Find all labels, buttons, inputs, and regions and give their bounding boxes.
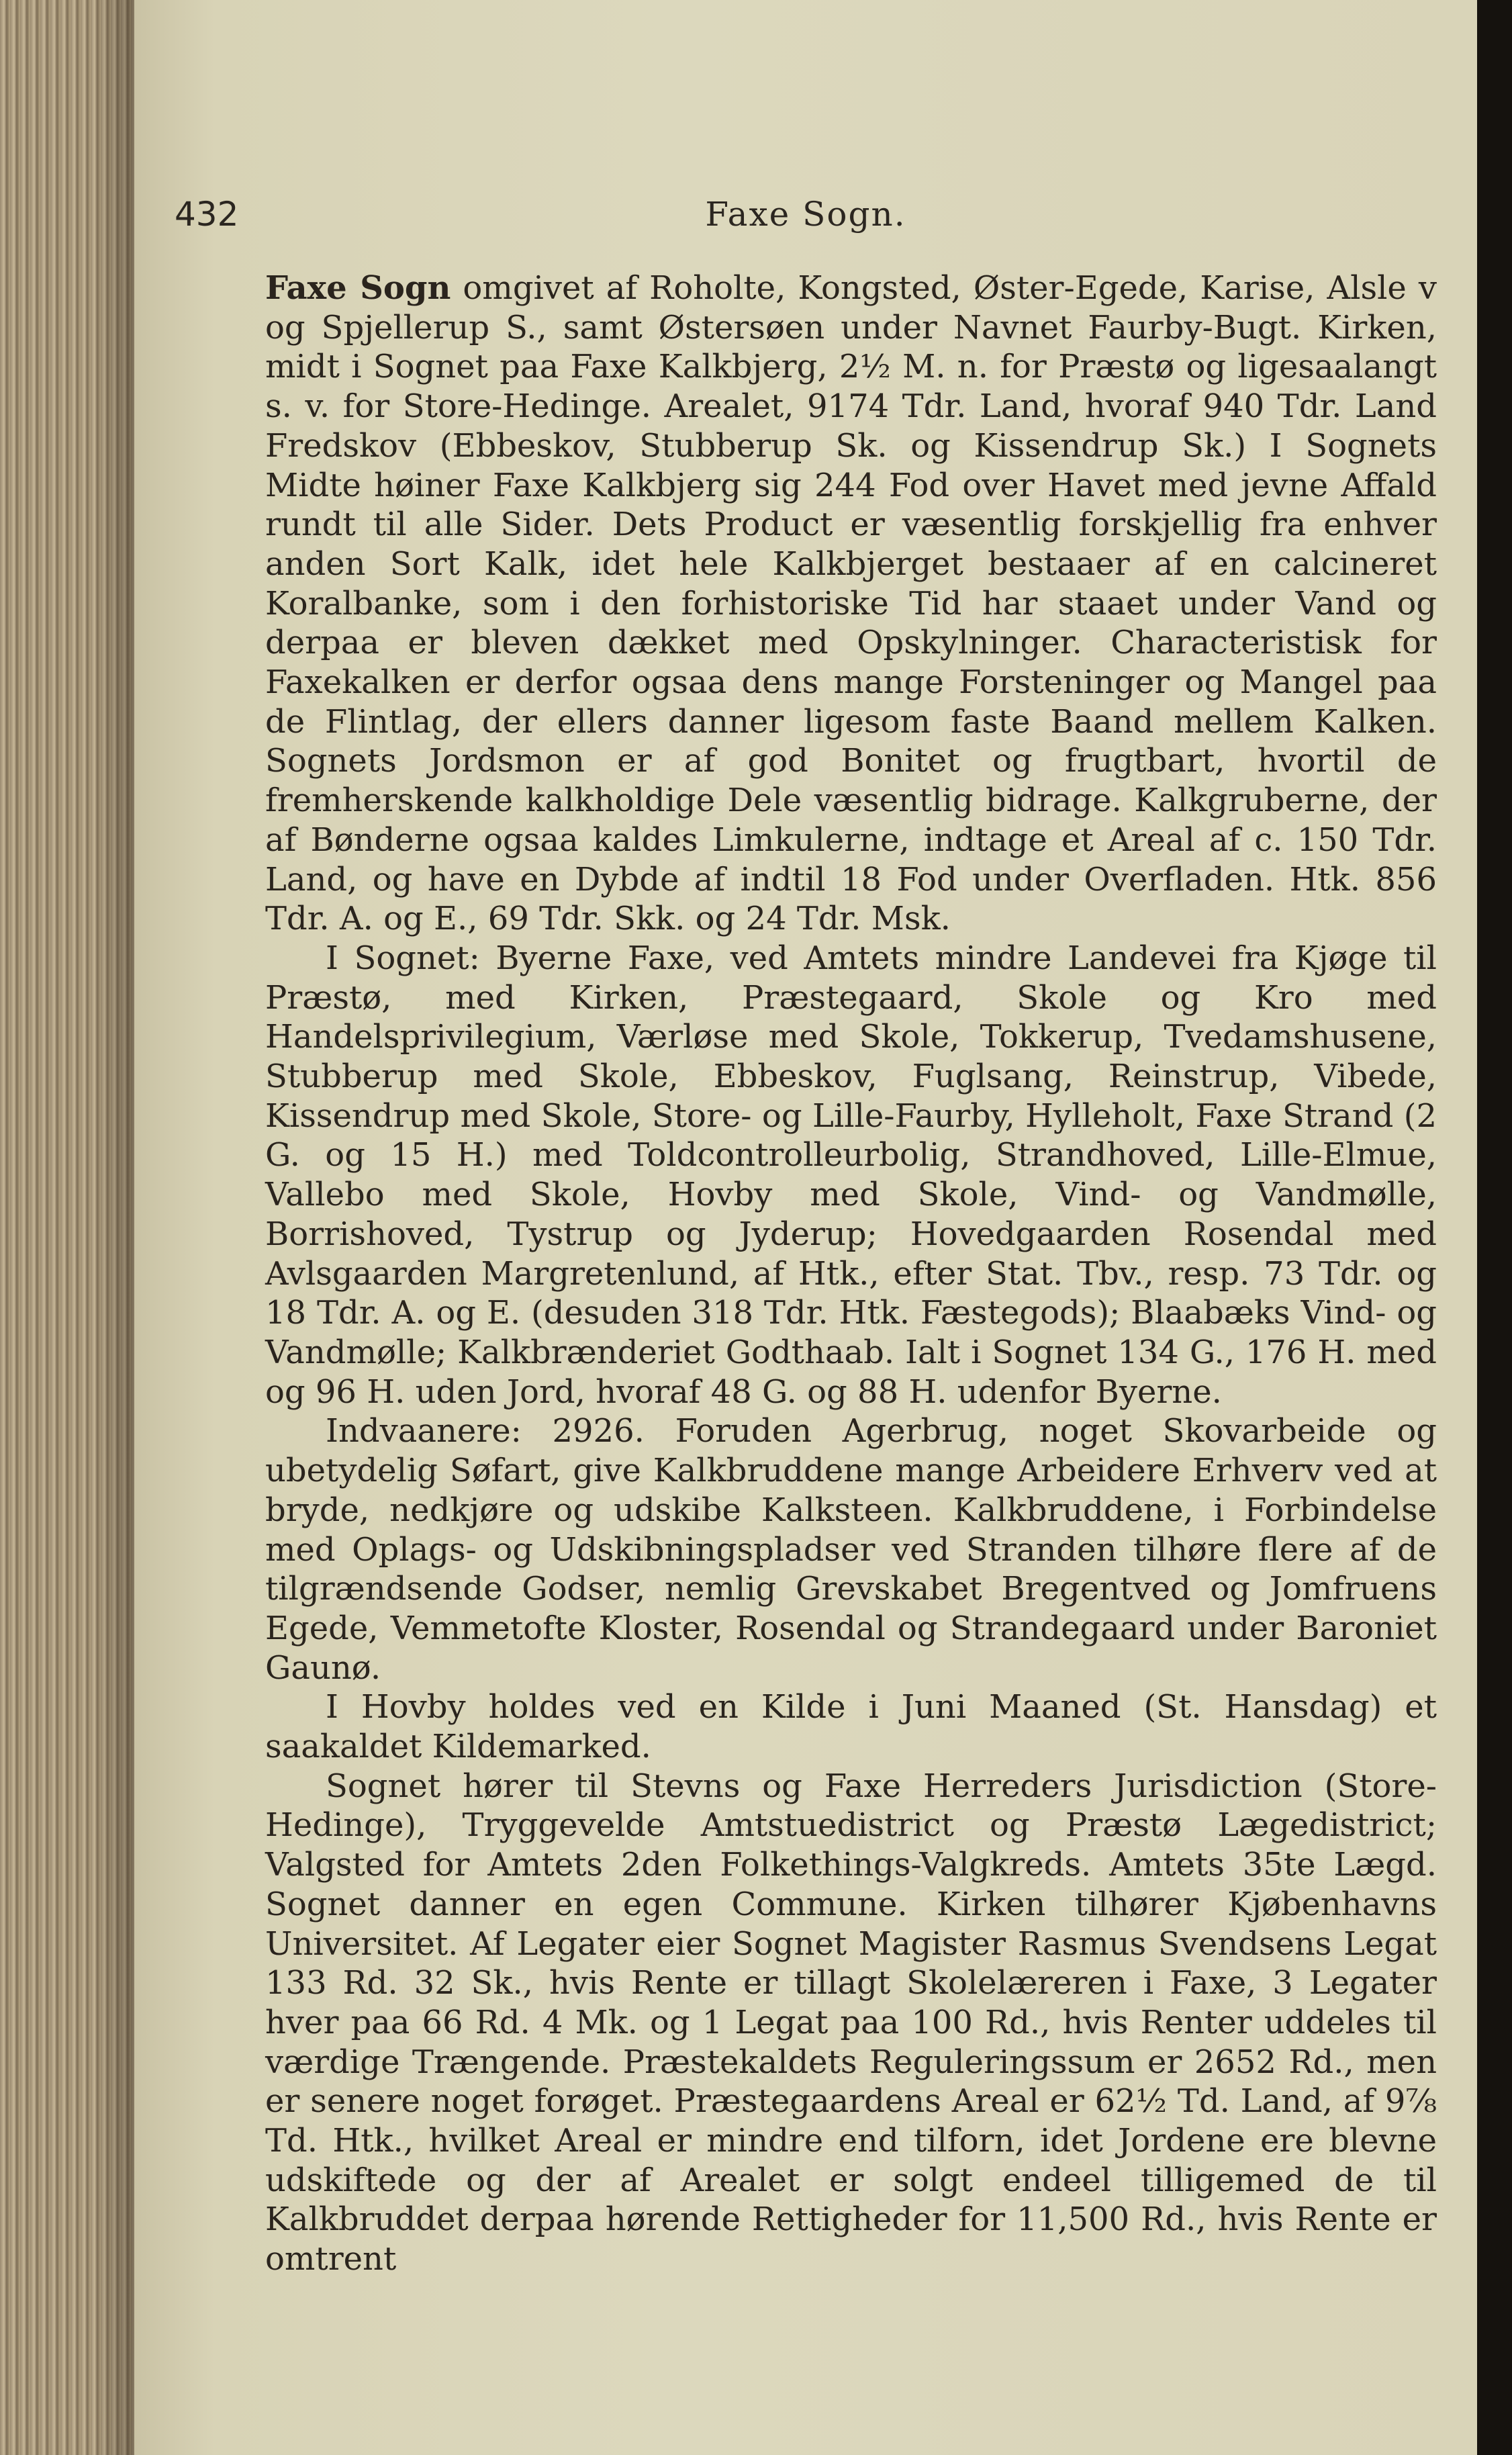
paragraph-administration: Sognet hører til Stevns og Faxe Herreders Jurisdiction (Store-Hedinge), Tryggevelde Amtstuedistrict og Præstø Lægedistrict; Valgsted for Amtets 2den Folkethings-Valgkreds. Amtets 35te Lægd. Sognet danner en egen Commune. Kirken tilhører Kjøbenhavns Universitet. Af Legater eier Sognet Magister Rasmus Svendsens Legat 133 Rd. 32 Sk., hvis Rente er tillagt Skolelæreren i Faxe, 3 Legater hver paa 66 Rd. 4 Mk. og 1 Legat paa 100 Rd., hvis Renter uddeles til værdige Trængende. Præstekaldets Reguleringssum er 2652 Rd., men er senere noget forøget. Præstegaardens Areal er 62½ Td. Land, af 9⅞ Td. Htk., hvilket Areal er mindre end tilforn, idet Jordene ere blevne udskiftede og der af Arealet er solgt endeel tilligemed de til Kalkbruddet derpaa hørende Rettigheder for 11,500 Rd., hvis Rente er omtrent — [265, 1767, 1437, 2278]
paragraph-market: I Hovby holdes ved en Kilde i Juni Maaned (St. Hansdag) et saakaldet Kildemarked. — [265, 1688, 1437, 1766]
running-head: Faxe Sogn. — [705, 195, 906, 234]
page-body — [265, 269, 1437, 2279]
paragraph-intro — [265, 269, 1437, 939]
page-number: 432 — [175, 195, 239, 234]
paragraph-inhabitants: Indvaanere: 2926. Foruden Agerbrug, noget Skovarbeide og ubetydelig Søfart, give Kalkbruddene mange Arbeidere Erhverv ved at bryde, nedkjøre og udskibe Kalksteen. Kalkbruddene, i Forbindelse med Oplags- og Udskibningspladser ved Stranden tilhøre flere af de tilgrændsende Godser, nemlig Grevskabet Bregentved og Jomfruens Egede, Vemmetofte Kloster, Rosendal og Strandegaard under Baroniet Gaunø. — [265, 1412, 1437, 1687]
scan-background-edge — [1477, 0, 1512, 2455]
paragraph-settlements: I Sognet: Byerne Faxe, ved Amtets mindre Landevei fra Kjøge til Præstø, med Kirken, Præstegaard, Skole og Kro med Handelsprivilegium, Værløse med Skole, Tokkerup, Tvedamshusene, Stubberup med Skole, Ebbeskov, Fuglsang, Reinstrup, Vibede, Kissendrup med Skole, Store- og Lille-Faurby, Hylleholt, Faxe Strand (2 G. og 15 H.) med Toldcontrolleurbolig, Strandhoved, Lille-Elmue, Vallebo med Skole, Hovby med Skole, Vind- og Vandmølle, Borrishoved, Tystrup og Jyderup; Hovedgaarden Rosendal med Avlsgaarden Margretenlund, af Htk., efter Stat. Tbv., resp. 73 Tdr. og 18 Tdr. A. og E. (desuden 318 Tdr. Htk. Fæstegods); Blaabæks Vind- og Vandmølle; Kalkbrænderiet Godthaab. Ialt i Sognet 134 G., 176 H. med og 96 H. uden Jord, hvoraf 48 G. og 88 H. udenfor Byerne. — [265, 939, 1437, 1411]
page-header — [175, 195, 1437, 248]
entry-headword: Faxe Sogn — [265, 269, 451, 307]
paragraph-intro-text: omgivet af Roholte, Kongsted, Øster-Egede, Karise, Alsle v og Spjellerup S., samt Østersøen under Navnet Faurby-Bugt. Kirken, midt i Sognet paa Faxe Kalkbjerg, 2½ M. n. for Præstø og ligesaalangt s. v. for Store-Hedinge. Arealet, 9174 Tdr. Land, hvoraf 940 Tdr. Land Fredskov (Ebbeskov, Stubberup Sk. og Kissendrup Sk.) I Sognets Midte høiner Faxe Kalkbjerg sig 244 Fod over Havet med jevne Affald rundt til alle Sider. Dets Product er væsentlig forskjellig fra enhver anden Sort Kalk, idet hele Kalkbjerget bestaaer af en calcineret Koralbanke, som i den forhistoriske Tid har staaet under Vand og derpaa er bleven dækket med Opskylninger. Characteristisk for Faxekalken er derfor ogsaa dens mange Forsteninger og Mangel paa de Flintlag, der ellers danner ligesom faste Baand mellem Kalken. Sognets Jordsmon er af god Bonitet og frugtbart, hvortil de fremherskende kalkholdige Dele væsentlig bidrage. Kalkgruberne, der af Bønderne ogsaa kaldes Limkulerne, indtage et Areal af c. 150 Tdr. Land, og have en Dybde af indtil 18 Fod under Overfladen. Htk. 856 Tdr. A. og E., 69 Tdr. Skk. og 24 Tdr. Msk. — [265, 269, 1437, 938]
